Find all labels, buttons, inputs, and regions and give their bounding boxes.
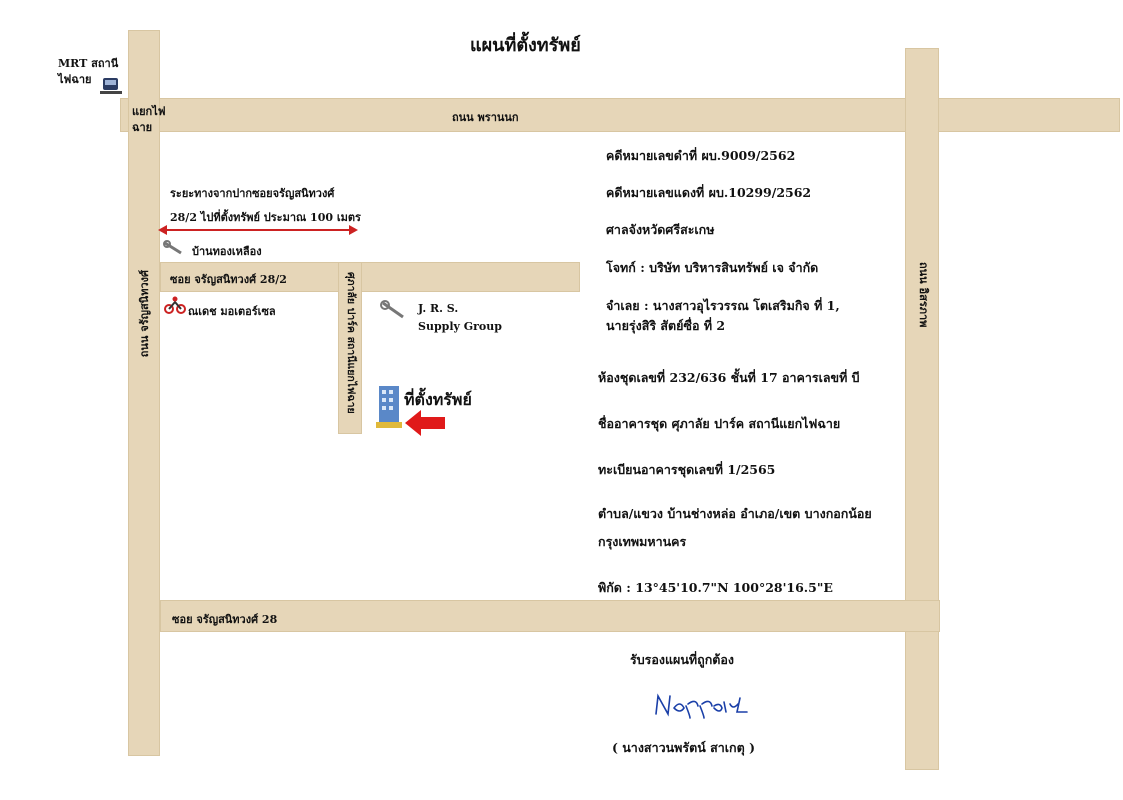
junction-label-1: แยกไฟ xyxy=(132,105,166,118)
landmark-property: ที่ตั้งทรัพย์ xyxy=(404,390,472,409)
info-location-2: กรุงเทพมหานคร xyxy=(598,534,687,549)
signature xyxy=(652,690,752,720)
building-icon xyxy=(376,386,402,428)
road-isaraphap xyxy=(905,48,939,770)
road-label-soi-28: ซอย จรัญสนิทวงศ์ 28 xyxy=(172,613,278,626)
certify-text: รับรองแผนที่ถูกต้อง xyxy=(630,652,735,667)
info-case-red: คดีหมายเลขแดงที่ ผบ.10299/2562 xyxy=(606,185,812,200)
landmark-ban-thong-lueang: บ้านทองเหลือง xyxy=(192,245,262,258)
info-registration: ทะเบียนอาคารชุดเลขที่ 1/2565 xyxy=(598,462,776,477)
wrench-icon xyxy=(163,240,183,256)
info-case-black: คดีหมายเลขดำที่ ผบ.9009/2562 xyxy=(606,148,796,163)
road-jaran-left xyxy=(128,30,160,756)
landmark-motorcycle-shop: ณเดช มอเตอร์เซล xyxy=(188,305,276,318)
info-plaintiff: โจทก์ : บริษัท บริหารสินทรัพย์ เจ จำกัด xyxy=(606,260,819,275)
info-location-1: ตำบล/แขวง บ้านช่างหล่อ อำเภอ/เขต บางกอกน้อย xyxy=(598,506,872,521)
train-icon xyxy=(100,76,122,96)
mrt-label-2: ไฟฉาย xyxy=(58,73,92,86)
distance-note-2: 28/2 ไปที่ตั้งทรัพย์ ประมาณ 100 เมตร xyxy=(170,211,361,224)
landmark-jrs-1: J. R. S. xyxy=(418,302,459,315)
motorcycle-icon xyxy=(164,296,186,314)
road-label-soi-28-2: ซอย จรัญสนิทวงศ์ 28/2 xyxy=(170,273,287,286)
info-unit: ห้องชุดเลขที่ 232/636 ชั้นที่ 17 อาคารเลขที่ บี xyxy=(598,370,860,385)
info-building: ชื่ออาคารชุด ศุภาลัย ปาร์ค สถานีแยกไฟฉาย xyxy=(598,416,841,431)
info-defendant-2: นายรุ่งสิริ สัตย์ซื่อ ที่ 2 xyxy=(606,318,726,333)
signer-name: ( นางสาวนพรัตน์ สาเกตุ ) xyxy=(612,740,755,755)
road-label-pranok: ถนน พรานนก xyxy=(452,111,519,124)
info-court: ศาลจังหวัดศรีสะเกษ xyxy=(606,222,715,237)
property-arrow xyxy=(405,410,445,436)
road-label-park: ศุภาลัย ปาร์ค สถานีแยกไฟฉาย xyxy=(345,272,357,414)
wrench-icon xyxy=(380,300,406,320)
road-label-jaran-left: ถนน จรัญสนิทวงศ์ xyxy=(138,270,151,358)
road-label-isaraphap: ถนน อิสรภาพ xyxy=(917,262,930,328)
distance-note-1: ระยะทางจากปากซอยจรัญสนิทวงศ์ xyxy=(170,187,335,200)
info-defendant-1: จำเลย : นางสาวอุไรวรรณ โตเสริมกิจ ที่ 1, xyxy=(606,298,840,313)
junction-label-2: ฉาย xyxy=(132,121,153,134)
mrt-label-1: MRT สถานี xyxy=(58,57,119,70)
distance-arrow xyxy=(158,223,358,237)
info-coords: พิกัด : 13°45'10.7"N 100°28'16.5"E xyxy=(598,580,833,595)
map-title: แผนที่ตั้งทรัพย์ xyxy=(470,35,581,56)
landmark-jrs-2: Supply Group xyxy=(418,320,502,333)
road-pranok xyxy=(120,98,1120,132)
